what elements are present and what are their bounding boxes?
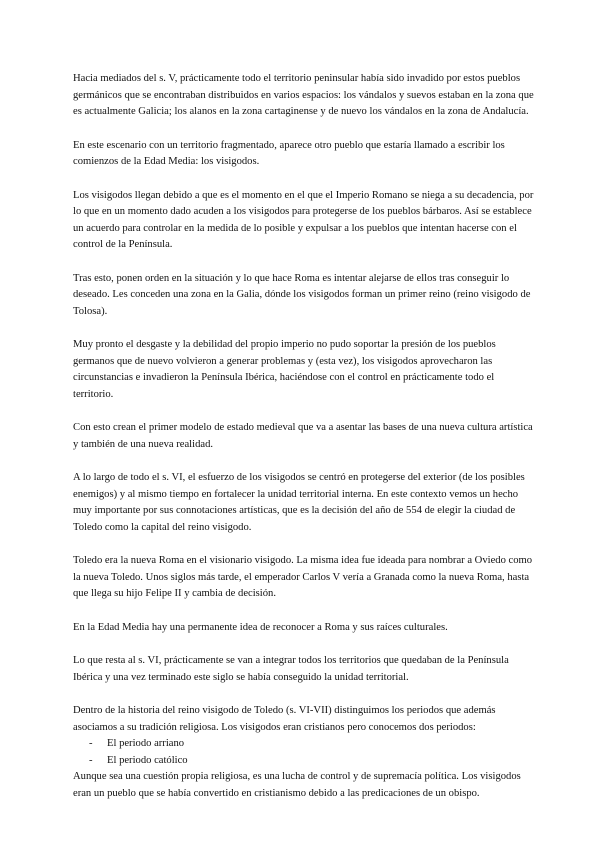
paragraph: En la Edad Media hay una permanente idea de reconocer a Roma y sus raíces culturales. — [73, 621, 448, 633]
paragraph: Con esto crean el primer modelo de estado medieval que va a asentar las bases de una nueva cultura artística y también de una nueva realidad. — [73, 422, 533, 450]
paragraph: Toledo era la nueva Roma en el visionario visigodo. La misma idea fue ideada para nombrar a Oviedo como la nueva Toledo. Unos siglos más tarde, el emperador Carlos V vería a Granada como la nueva Roma, hasta que llega su hijo Felipe II y cambia de decisión. — [73, 555, 533, 599]
paragraph: Lo que resta al s. VI, prácticamente se van a integrar todos los territorios que quedaban de la Península Ibérica y una vez terminado este siglo se había conseguido la unidad territorial. — [73, 655, 509, 683]
closing-paragraph: Aunque sea una cuestión propia religiosa, es una lucha de control y de supremacía política. Los visigodos eran un pueblo que se había convertido en cristianismo debido a las predicaciones de un obispo. — [73, 771, 521, 799]
list-item — [73, 736, 535, 753]
list-item-text: El periodo católico — [107, 754, 188, 766]
paragraph: En este escenario con un territorio fragmentado, aparece otro pueblo que estaría llamado a escribir los comienzos de la Edad Media: los visigodos. — [73, 139, 505, 167]
paragraph: Muy pronto el desgaste y la debilidad del propio imperio no pudo soportar la presión de los pueblos germanos que de nuevo volvieron a generar problemas y (esta vez), los visigodos aprovecharon las circunstancias e invadieron la Península Ibérica, haciéndose con el control en prácticamente todo el territorio. — [73, 339, 496, 400]
paragraph: A lo largo de todo el s. VI, el esfuerzo de los visigodos se centró en protegerse del exterior (de los posibles enemigos) y al mismo tiempo en fortalecer la unidad territorial interna. En este contexto vemos un hecho muy importante por sus connotaciones artísticas, que es la decisión del año de 554 de elegir la ciudad de Toledo como la capital del reino visigodo. — [73, 472, 525, 533]
period-list — [73, 736, 535, 769]
list-item-text: El periodo arriano — [107, 738, 185, 749]
document-body — [73, 71, 535, 802]
list-marker: - — [89, 754, 93, 766]
list-marker: - — [89, 738, 93, 749]
paragraph: Tras esto, ponen orden en la situación y lo que hace Roma es intentar alejarse de ellos tras conseguir lo deseado. Les conceden una zona en la Galia, dónde los visigodos forman un primer reino (reino visigodo de Tolosa). — [73, 272, 531, 317]
list-item — [73, 753, 535, 770]
paragraph: Dentro de la historia del reino visigodo de Toledo (s. VI-VII) distinguimos los periodos que además asociamos a su tradición religiosa. Los visigodos eran cristianos pero conocemos dos periodos: — [73, 705, 496, 733]
paragraph: Hacia mediados del s. V, prácticamente todo el territorio peninsular había sido invadido por estos pueblos germánicos que se encontraban distribuidos en varios espacios: los vándalos y suevos estaban en la zona que es actualmente Galicia; los alanos en la zona cartaginense y de nuevo los vándalos en la zona de Andalucía. — [73, 73, 534, 117]
paragraph: Los visigodos llegan debido a que es el momento en el que el Imperio Romano se niega a su decadencia, por lo que en un momento dado acuden a los visigodos para protegerse de los pueblos bárbaros. Así se establece un acuerdo para controlar en la medida de lo posible y expulsar a los pueblos que intentan hacerse con el control de la Península. — [73, 189, 534, 250]
